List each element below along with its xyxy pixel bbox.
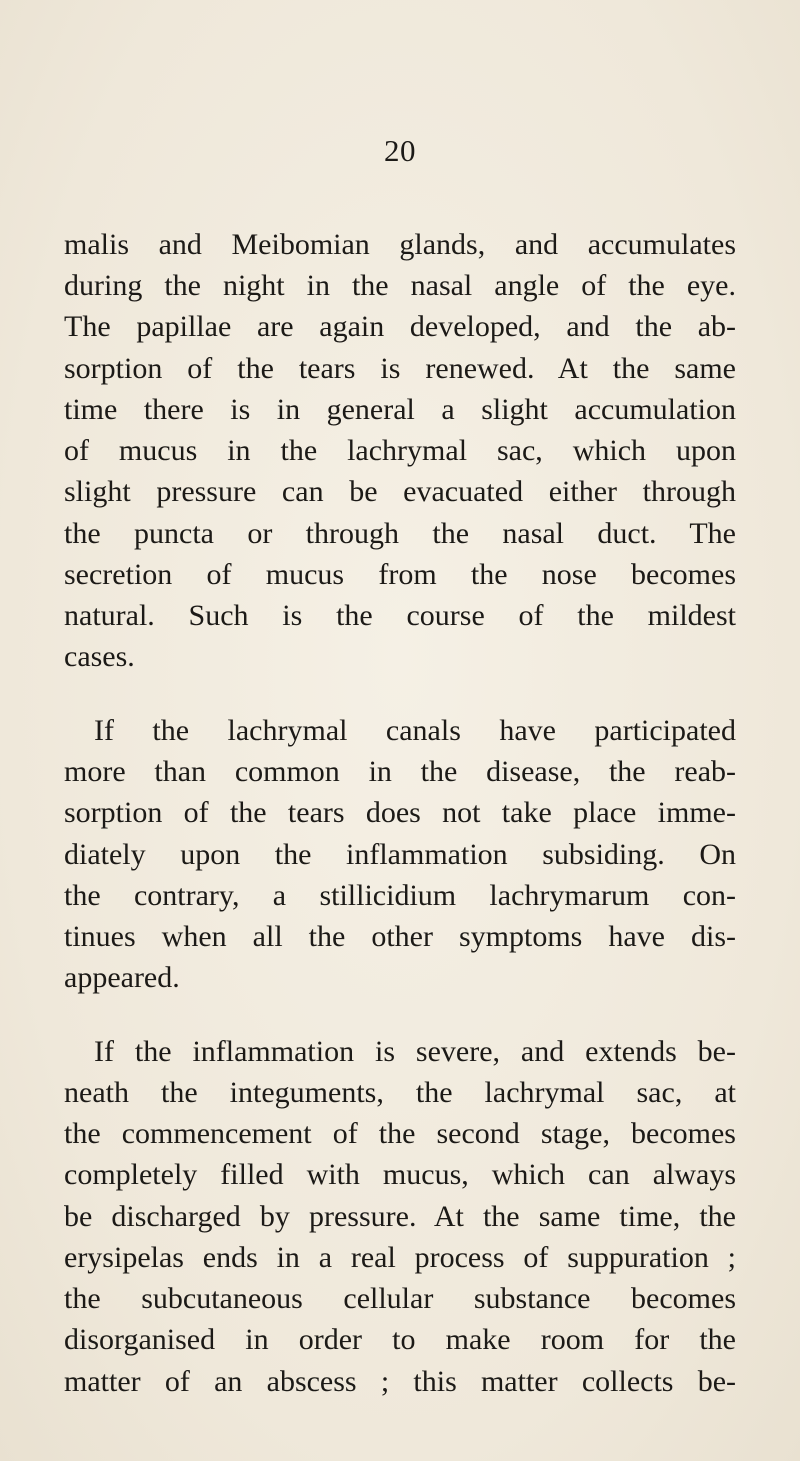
page-number: 20 [384,133,416,168]
text-line: cases. [64,640,135,673]
text-line: of mucus in the lachrymal sac, which upon [64,434,736,467]
text-line: The papillae are again developed, and the ab- [64,310,736,343]
text-line: diately upon the inflammation subsiding. On [64,838,736,871]
text-line: the commencement of the second stage, becomes [64,1117,736,1150]
text-line: the subcutaneous cellular substance becomes [64,1282,736,1315]
text-line: If the lachrymal canals have participated [94,714,736,747]
text-line: erysipelas ends in a real process of suppuration ; [64,1241,736,1274]
text-line: matter of an abscess ; this matter collects be- [64,1365,736,1398]
text-line: sorption of the tears does not take place imme- [64,796,736,829]
text-line: disorganised in order to make room for the [64,1323,736,1356]
text-line: time there is in general a slight accumulation [64,393,736,426]
text-line: slight pressure can be evacuated either through [64,475,736,508]
text-line: tinues when all the other symptoms have dis- [64,920,736,953]
text-line: during the night in the nasal angle of the eye. [64,269,736,302]
text-line: natural. Such is the course of the mildest [64,599,736,632]
text-line: If the inflammation is severe, and extends be- [94,1035,736,1068]
text-line: be discharged by pressure. At the same time, the [64,1200,736,1233]
text-line: the puncta or through the nasal duct. The [64,517,736,550]
text-line: neath the integuments, the lachrymal sac, at [64,1076,736,1109]
text-line: the contrary, a stillicidium lachrymarum con- [64,879,736,912]
text-line: malis and Meibomian glands, and accumulates [64,228,736,261]
text-line: completely filled with mucus, which can always [64,1158,736,1191]
text-line: more than common in the disease, the reab- [64,755,736,788]
text-line: appeared. [64,961,180,994]
text-line: sorption of the tears is renewed. At the same [64,352,736,385]
text-line: secretion of mucus from the nose becomes [64,558,736,591]
